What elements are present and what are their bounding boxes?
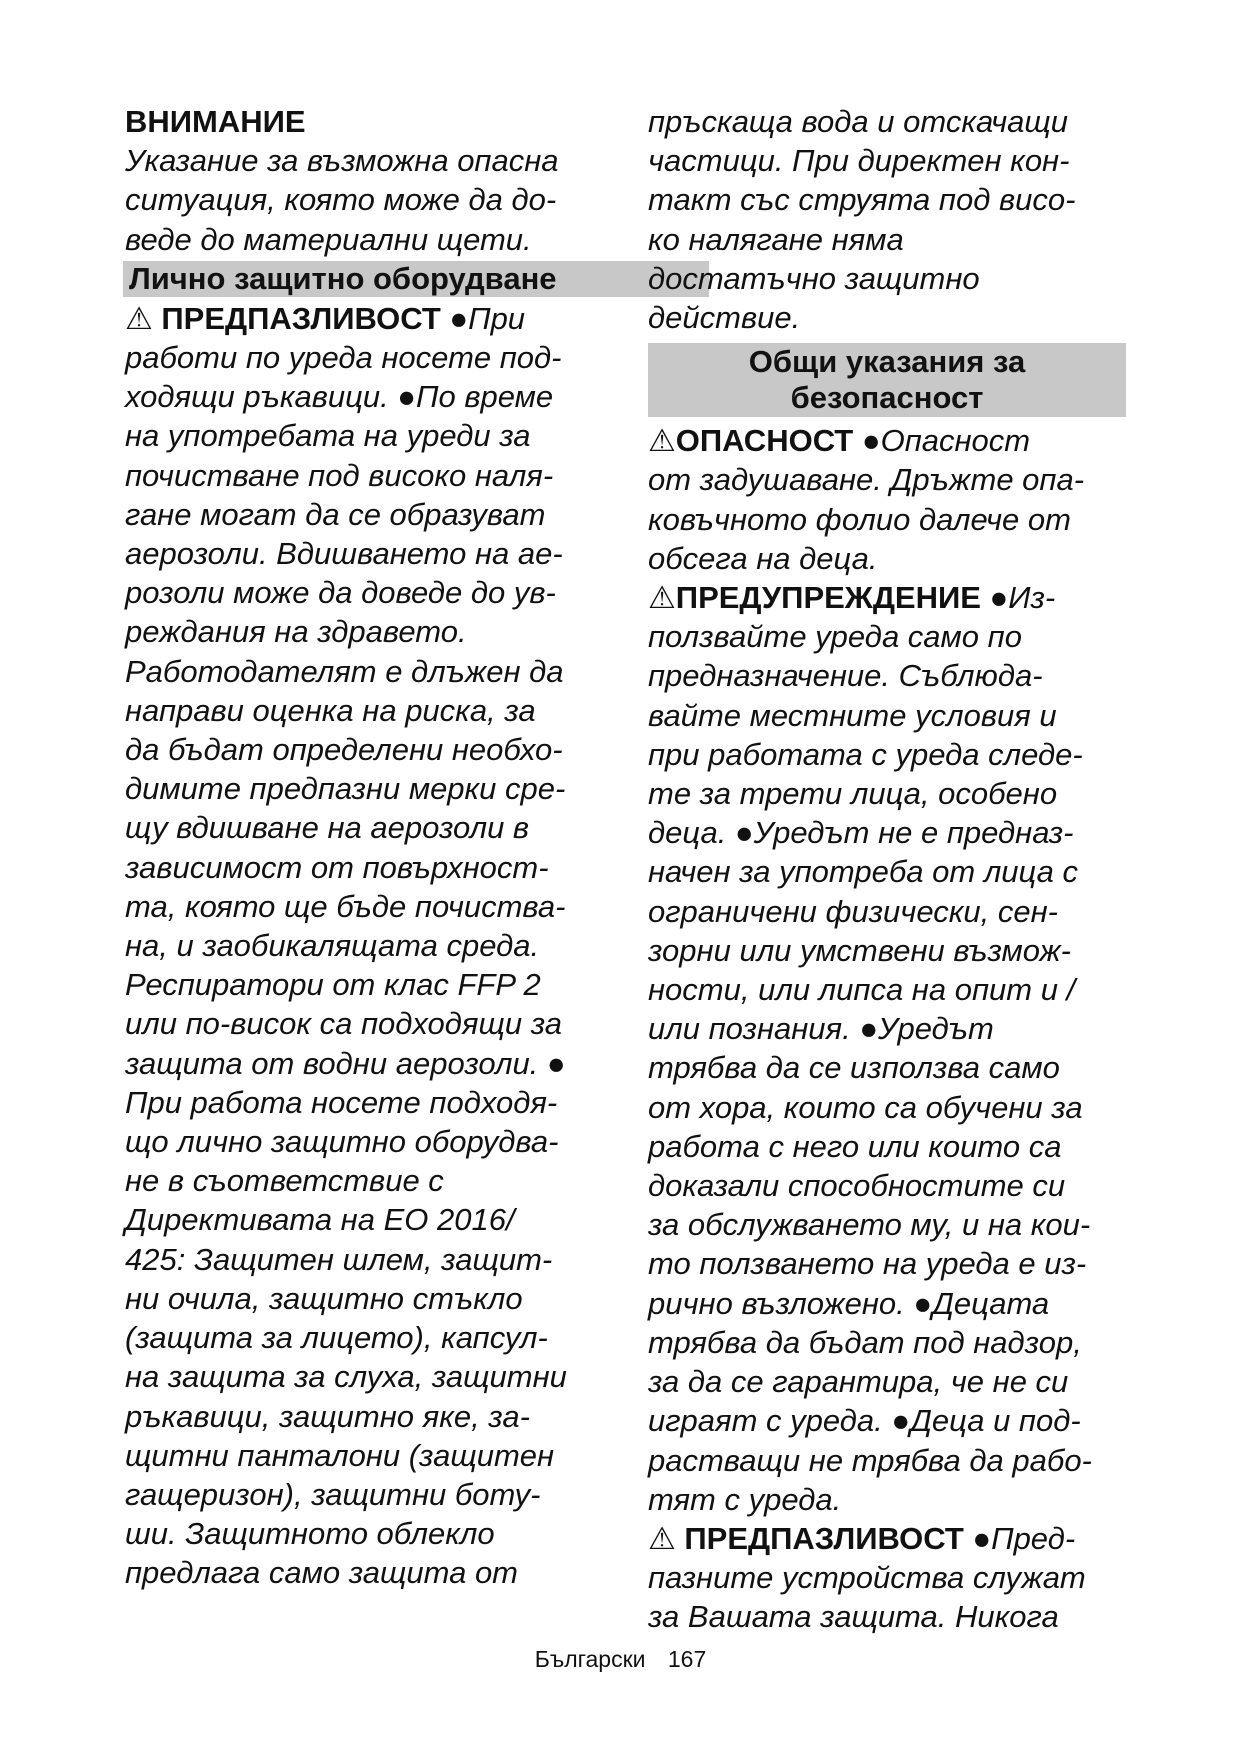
text-line: Работодателят е длъжен да [125, 653, 564, 689]
text-line: трябва да бъдат под надзор, [648, 1324, 1082, 1360]
text-line: ограничени физически, сен- [648, 893, 1058, 929]
text-line: работи по уреда носете под- [125, 340, 562, 376]
text-line: Респиратори от клас FFP 2 [125, 967, 541, 1003]
text-line: вайте местните условия и [648, 697, 1057, 733]
text-line: достатъчно защитно [648, 260, 980, 296]
text-line: та, която ще бъде почиства- [125, 888, 566, 924]
text-line: растващи не трябва да рабо- [648, 1442, 1092, 1478]
caution-first-tail: ●При [440, 300, 526, 336]
text-line: или познания. ●Уредът [648, 1011, 994, 1047]
text-line: действие. [648, 300, 801, 336]
caution-first-tail: ●Пред- [963, 1520, 1076, 1556]
danger-first-tail: ●Опасност [853, 423, 1031, 459]
text-line: ходящи ръкавици. ●По време [125, 379, 554, 415]
text-line: не в съответствие с [125, 1163, 444, 1199]
danger-first-line [648, 421, 1126, 460]
text-line: реждания на здравето. [125, 614, 467, 650]
text-line: димите предпазни мерки сре- [125, 771, 566, 807]
text-line: зависимост от повърхност- [125, 849, 549, 885]
text-line: гащеризон), защитни боту- [125, 1476, 541, 1512]
section-title-general-safety [648, 343, 1126, 417]
text-line: частици. При директен кон- [648, 143, 1070, 179]
text-line: (защита за лицето), капсул- [125, 1320, 548, 1356]
text-line: ръкавици, защитно яке, за- [125, 1398, 530, 1434]
page-footer [0, 1646, 1241, 1673]
text-line: при работата с уреда следе- [648, 736, 1083, 772]
text-line: предлага само защита от [125, 1555, 519, 1591]
text-line: те за трети лица, особено [648, 776, 1058, 812]
page-number: 167 [667, 1646, 707, 1672]
text-line: играят с уреда. ●Деца и под- [648, 1403, 1081, 1439]
text-line: защита от водни аерозоли. ● [125, 1045, 566, 1081]
text-line: предназначение. Съблюда- [648, 658, 1043, 694]
caution-body [648, 1558, 1126, 1636]
text-line: тят с уреда. [648, 1481, 842, 1517]
text-line: начен за употреба от лица с [648, 854, 1078, 890]
text-line: ползвайте уреда само по [648, 619, 1022, 655]
notice-line: Указание за възможна опасна [125, 143, 559, 179]
notice-heading: ВНИМАНИЕ [125, 104, 306, 139]
text-line: розоли може да доведе до ув- [125, 575, 556, 611]
intro-body [648, 102, 1126, 337]
warning-body [648, 617, 1126, 1519]
text-line: на защита за слуха, защитни [125, 1359, 567, 1395]
caution-body [125, 338, 603, 1593]
text-line: аерозоли. Вдишването на ае- [125, 536, 563, 572]
left-column [125, 102, 603, 1593]
notice-line: веде до материални щети. [125, 221, 532, 257]
right-column [648, 102, 1126, 1637]
caution-signal-word: ⚠ ПРЕДПАЗЛИВОСТ [125, 300, 441, 336]
text-line: пазните устройства служат [648, 1560, 1086, 1596]
section-title-line: Общи указания за [748, 344, 1026, 380]
caution-signal-word: ⚠ ПРЕДПАЗЛИВОСТ [648, 1520, 964, 1556]
text-line: на употребата на уреди за [125, 418, 531, 454]
warning-signal-word: ⚠ПРЕДУПРЕЖДЕНИЕ [648, 580, 981, 616]
text-line: за Вашата защита. Никога [648, 1599, 1059, 1635]
text-line: доказали способностите си [648, 1168, 1066, 1204]
text-line: ни очила, защитно стъкло [125, 1280, 523, 1316]
text-line: почистване под високо наля- [125, 457, 554, 493]
text-line: от хора, които са обучени за [648, 1089, 1083, 1125]
footer-language: Български [534, 1646, 646, 1672]
text-line: работа с него или които са [648, 1128, 1062, 1164]
text-line: ности, или липса на опит и / [648, 972, 1076, 1008]
text-line: обсега на деца. [648, 540, 878, 576]
warning-first-tail: ●Из- [980, 580, 1056, 616]
text-line: деца. ●Уредът не е предназ- [648, 815, 1074, 851]
text-line: от задушаване. Дръжте опа- [648, 462, 1085, 498]
caution-first-line [125, 299, 603, 338]
text-line: рично възложено. ●Децата [648, 1285, 1050, 1321]
text-line: за обслужването му, и на кои- [648, 1207, 1091, 1243]
text-line: зорни или умствени възмож- [648, 932, 1071, 968]
notice-line: ситуация, която може да до- [125, 182, 557, 218]
text-line: Директивата на ЕО 2016/ [125, 1202, 515, 1238]
text-line: или по-висок са подходящи за [125, 1006, 563, 1042]
danger-body [648, 460, 1126, 578]
text-line: то ползването на уреда е из- [648, 1246, 1087, 1282]
text-line: такт със струята под висо- [648, 182, 1076, 218]
section-title-personal-protective-equipment: Лично защитно оборудване [123, 261, 709, 297]
text-line: ко налягане няма [648, 221, 904, 257]
text-line: направи оценка на риска, за [125, 692, 536, 728]
text-line: на, и заобикалящата среда. [125, 928, 540, 964]
text-line: ши. Защитното облекло [125, 1516, 495, 1552]
text-line: гане могат да се образуват [125, 496, 546, 532]
text-line: за да се гарантира, че не си [648, 1364, 1069, 1400]
text-line: да бъдат определени необхо- [125, 732, 563, 768]
text-line: При работа носете подходя- [125, 1084, 558, 1120]
text-line: трябва да се използва само [648, 1050, 1060, 1086]
danger-signal-word: ⚠ОПАСНОСТ [648, 423, 854, 459]
text-line: щу вдишване на аерозоли в [125, 810, 530, 846]
warning-first-line [648, 578, 1126, 617]
caution-first-line [648, 1519, 1126, 1558]
text-line: пръскаща вода и отскачащи [648, 104, 1069, 139]
text-line: щитни панталони (защитен [125, 1437, 555, 1473]
text-line: ковъчното фолио далече от [648, 501, 1071, 537]
text-line: що лично защитно оборудва- [125, 1124, 559, 1160]
section-title-line: безопасност [790, 380, 984, 416]
text-line: 425: Защитен шлем, защит- [125, 1241, 553, 1277]
